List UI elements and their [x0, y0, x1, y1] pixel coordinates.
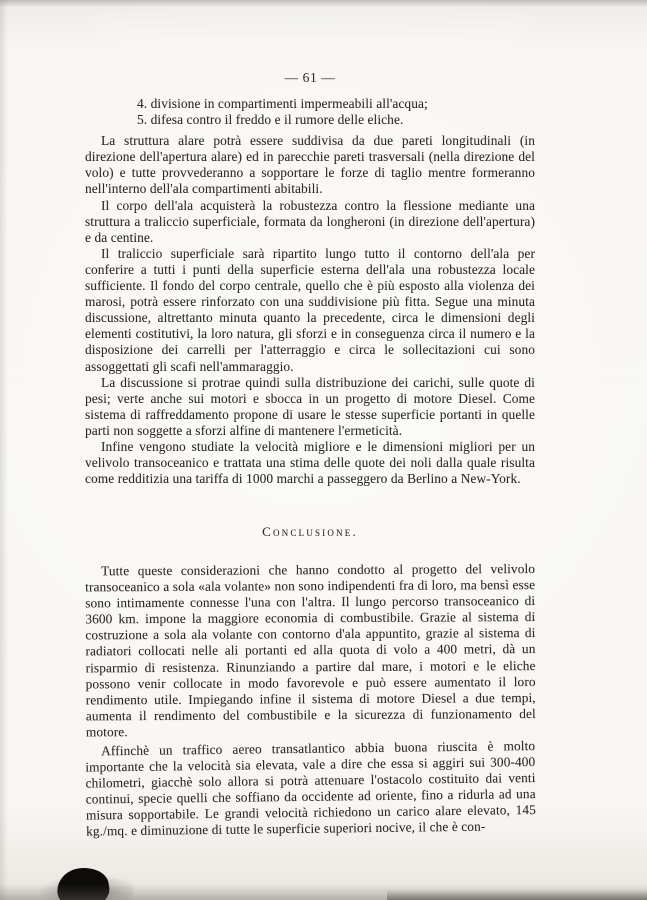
scan-edge-left	[0, 0, 8, 900]
paragraph: Il corpo dell'ala acquisterà la robustezza contro la flessione mediante una struttura a traliccio superficiale, formata da longheroni (in direzione dell'apertura) e da centine.	[85, 197, 535, 245]
paragraph: Tutte queste considerazioni che hanno condotto al progetto del velivolo transoceanico a sola «ala volante» non sono indipendenti fra di loro, ma bensì esse sono intimamente connesse l'una con l'altra. Il lungo percorso transoceanico di 3600 km. impone la maggiore economia di combustibile. Grazie al sistema di costruzione a sola ala volante con contorno d'ala appuntito, grazie al sistema di radiatori collocati nelle ali portanti ed alla quota di volo a 400 metri, dà un risparmio di resistenza. Rinunziando a partire dal mare, i motori e le eliche possono venir collocate in modo favorevole e può essere aumentato il loro rendimento utile. Impiegando infine il sistema di motore Diesel a due tempi, aumenta il rendimento del combustibile e la sicurezza di funzionamento del motore.	[85, 561, 536, 740]
paragraph: Affinchè un traffico aereo transatlantico abbia buona riuscita è molto importante che la velocità sia elevata, vale a dire che essa si aggiri sui 300-400 chilometri, giacchè solo allora si potrà attenuare l'ostacolo costituito dai venti continui, specie quelli che soffiano da occidente ad oriente, fino a ridurla ad una misura sopportabile. Le grandi velocità richiedono un carico alare elevato, 145 kg./mq. e diminuzione di tutte le superficie superiori nocive, il che è con-	[85, 738, 536, 840]
section-heading: Conclusione.	[262, 524, 358, 540]
page-content	[85, 96, 536, 840]
list-item: 5. difesa contro il freddo e il rumore delle eliche.	[137, 112, 404, 128]
page-number: — 61 —	[284, 70, 336, 85]
paragraph: Infine vengono studiate la velocità migliore e le dimensioni migliori per un velivolo transoceanico e trattata una stima delle quote dei noli dalla quale risulta come redditizia una tariffa di 1000 marchi a passeggero da Berlino a New-York.	[85, 438, 535, 487]
scan-edge-corner	[387, 890, 647, 900]
scan-edge-top	[0, 0, 647, 7]
list-item: 4. divisione in compartimenti impermeabili all'acqua;	[137, 96, 428, 111]
paragraph: La discussione si protrae quindi sulla distribuzione dei carichi, sulle quote di pesi; verte anche sui motori e sbocca in un progetto di motore Diesel. Come sistema di raffreddamento propone di usare le stesse superficie portanti in quelle parti non soggette a sforzi alfine di mantenere l'ermeticità.	[85, 374, 535, 438]
paragraph: Il traliccio superficiale sarà ripartito lungo tutto il contorno dell'ala per conferire a tutti i punti della superficie esterna dell'ala una robustezza locale sufficiente. Il fondo del corpo centrale, quello che è più esposto alla violenza dei marosi, potrà essere rinforzato con una suddivisione più fitta. Segue una minuta discussione, altrettanto minuta quanto la precedente, circa le dimensioni degli elementi costitutivi, la loro natura, gli sforzi e in conseguenza circa il numero e la disposizione dei carrelli per l'atterraggio e circa le sollecitazioni cui sono assoggettati gli scafi nell'ammaraggio.	[85, 245, 535, 374]
paragraph: La struttura alare potrà essere suddivisa da due pareti longitudinali (in direzione dell'apertura alare) ed in parecchie pareti trasversali (nella direzione del volo) e tutte provvederanno a sopportare le forze di taglio mentre formeranno nell'interno dell'ala compartimenti abitabili.	[85, 133, 535, 197]
